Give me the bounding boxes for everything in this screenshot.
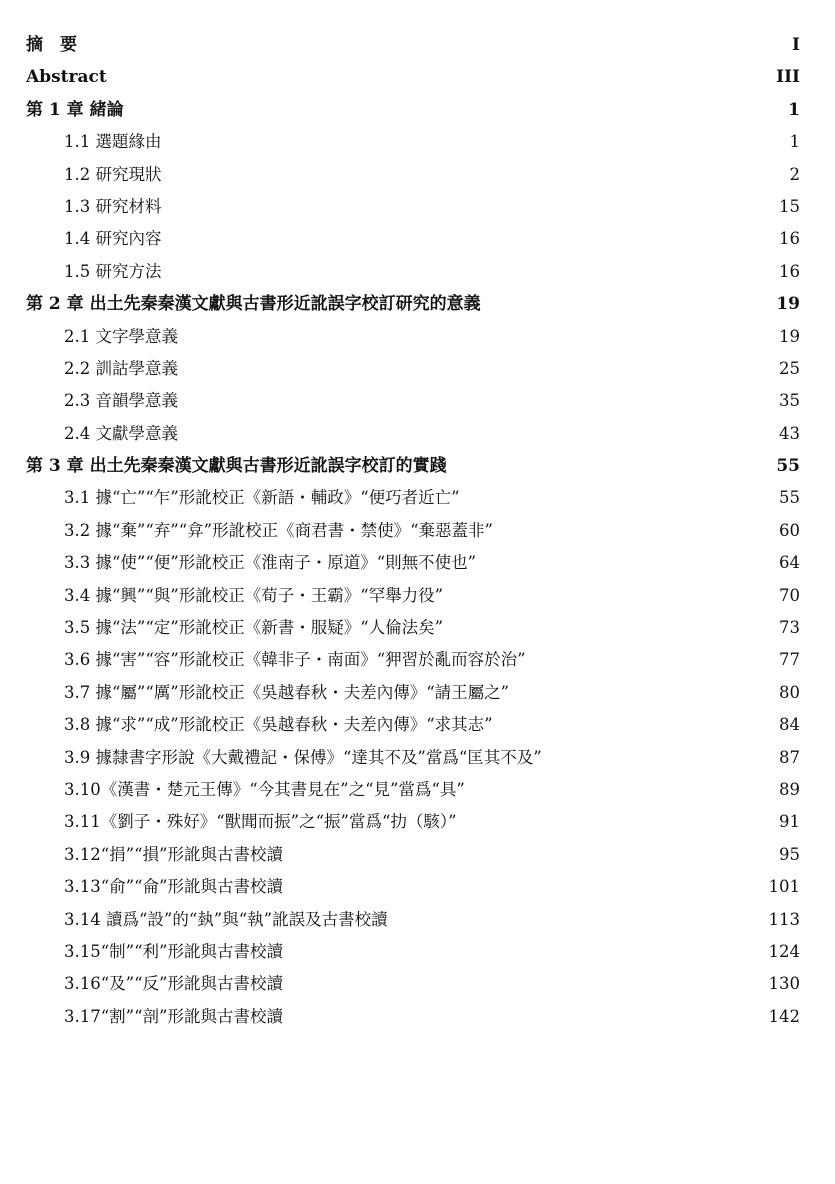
dot-leader <box>127 114 786 115</box>
toc-section-entry[interactable] <box>26 126 800 158</box>
toc-entry-title: 3.15“制”“利”形訛與古書校讀 <box>64 941 283 961</box>
toc-entry-page-number: III <box>776 67 800 88</box>
toc-entry-title: 第 3 章 出土先秦秦漢文獻與古書形近訛誤字校訂的實踐 <box>26 456 447 477</box>
toc-entry-title: 3.11《劉子・殊好》“獸聞而振”之“振”當爲“扐（駭）” <box>64 812 457 832</box>
toc-section-entry[interactable] <box>26 806 800 838</box>
dot-leader <box>165 243 777 244</box>
toc-section-entry[interactable] <box>26 742 800 774</box>
toc-entry-title: 2.1 文字學意義 <box>64 326 178 346</box>
toc-entry-page-number: 77 <box>779 650 800 670</box>
toc-entry-page-number: 87 <box>779 747 800 767</box>
toc-entry-page-number: 43 <box>779 423 800 443</box>
dot-leader <box>446 600 776 601</box>
toc-entry-title: 1.4 研究內容 <box>64 229 162 249</box>
toc-entry-page-number: I <box>792 35 800 55</box>
dot-leader <box>286 988 766 989</box>
toc-entry-page-number: 19 <box>776 294 800 315</box>
toc-entry-title: 3.14 讀爲“設”的“埶”與“執”訛誤及古書校讀 <box>64 909 388 929</box>
toc-section-entry[interactable] <box>26 1001 800 1033</box>
toc-entry-page-number: 2 <box>789 164 800 184</box>
dot-leader <box>468 794 776 795</box>
dot-leader <box>286 1021 766 1022</box>
dot-leader <box>165 276 777 277</box>
dot-leader <box>450 470 774 471</box>
toc-section-entry[interactable] <box>26 968 800 1000</box>
dot-leader <box>181 438 776 439</box>
toc-section-entry[interactable] <box>26 677 800 709</box>
toc-entry-title: Abstract <box>26 67 107 88</box>
toc-section-entry[interactable] <box>26 871 800 903</box>
dot-leader <box>446 632 776 633</box>
toc-entry-title: 1.5 研究方法 <box>64 261 162 281</box>
toc-entry-title: 3.10《漢書・楚元王傳》“今其書見在”之“見”當爲“具” <box>64 779 465 799</box>
toc-entry-title: 3.5 據“法”“定”形訛校正《新書・服疑》“人倫法矣” <box>64 618 444 638</box>
toc-chapter-entry[interactable] <box>26 288 800 320</box>
dot-leader <box>496 729 776 730</box>
toc-section-entry[interactable] <box>26 774 800 806</box>
toc-chapter-entry[interactable] <box>26 94 800 126</box>
toc-entry-title: 3.4 據“興”“與”形訛校正《荀子・王霸》“罕舉力役” <box>64 585 444 605</box>
toc-entry-page-number: 19 <box>779 326 800 346</box>
toc-entry-page-number: 16 <box>779 229 800 249</box>
dot-leader <box>181 341 776 342</box>
dot-leader <box>529 664 776 665</box>
toc-entry-page-number: 1 <box>788 99 800 120</box>
toc-section-entry[interactable] <box>26 515 800 547</box>
toc-section-entry[interactable] <box>26 580 800 612</box>
toc-entry-title: 1.1 選題緣由 <box>64 132 162 152</box>
dot-leader <box>165 146 787 147</box>
toc-entry-page-number: 55 <box>776 456 800 477</box>
toc-entry-page-number: 64 <box>779 553 800 573</box>
toc-entry-title: 3.6 據“害”“容”形訛校正《韓非子・南面》“狎習於亂而容於治” <box>64 650 526 670</box>
toc-section-entry[interactable] <box>26 936 800 968</box>
toc-entry-title: 3.3 據“使”“便”形訛校正《淮南子・原道》“則無不使也” <box>64 553 477 573</box>
toc-entry-title: 3.8 據“求”“成”形訛校正《吳越春秋・夫差內傳》“求其志” <box>64 715 493 735</box>
toc-section-entry[interactable] <box>26 418 800 450</box>
toc-section-entry[interactable] <box>26 904 800 936</box>
toc-section-entry[interactable] <box>26 839 800 871</box>
toc-section-entry[interactable] <box>26 223 800 255</box>
dot-leader <box>484 308 774 309</box>
toc-entry-page-number: 101 <box>768 877 800 897</box>
toc-section-entry[interactable] <box>26 612 800 644</box>
dot-leader <box>165 211 777 212</box>
toc-entry-page-number: 89 <box>779 779 800 799</box>
toc-section-entry[interactable] <box>26 159 800 191</box>
toc-entry-title: 3.12“捐”“損”形訛與古書校讀 <box>64 844 283 864</box>
toc-entry-page-number: 142 <box>768 1006 800 1026</box>
toc-entry-page-number: 80 <box>779 682 800 702</box>
dot-leader <box>391 924 766 925</box>
toc-entry-page-number: 55 <box>779 488 800 508</box>
toc-section-entry[interactable] <box>26 482 800 514</box>
toc-entry-title: 3.7 據“屬”“厲”形訛校正《吳越春秋・夫差內傳》“請王屬之” <box>64 682 510 702</box>
toc-entry-title: 第 2 章 出土先秦秦漢文獻與古書形近訛誤字校訂研究的意義 <box>26 294 481 315</box>
toc-entry-page-number: 60 <box>779 520 800 540</box>
dot-leader <box>80 49 789 50</box>
toc-section-entry[interactable] <box>26 256 800 288</box>
toc-section-entry[interactable] <box>26 385 800 417</box>
toc-entry-title: 2.2 訓詁學意義 <box>64 358 178 378</box>
toc-entry-page-number: 84 <box>779 715 800 735</box>
toc-entry-title: 2.4 文獻學意義 <box>64 423 178 443</box>
dot-leader <box>460 826 776 827</box>
toc-section-entry[interactable] <box>26 644 800 676</box>
dot-leader <box>165 179 787 180</box>
toc-entry-page-number: 91 <box>779 812 800 832</box>
toc-entry-title: 1.2 研究現狀 <box>64 164 162 184</box>
toc-section-entry[interactable] <box>26 547 800 579</box>
dot-leader <box>479 567 776 568</box>
toc-entry-title: 3.16“及”“反”形訛與古書校讀 <box>64 974 283 994</box>
toc-entry-title: 3.2 據“棄”“弃”“弇”形訛校正《商君書・禁使》“棄惡蓋非” <box>64 520 493 540</box>
toc-entry-title: 3.1 據“亡”“乍”形訛校正《新語・輔政》“便巧者近亡” <box>64 488 460 508</box>
toc-entry-page-number: 15 <box>779 196 800 216</box>
toc-entry-page-number: 113 <box>768 909 800 929</box>
toc-entry-page-number: 130 <box>768 974 800 994</box>
dot-leader <box>545 762 776 763</box>
toc-entry-title: 2.3 音韻學意義 <box>64 391 178 411</box>
dot-leader <box>110 81 773 82</box>
toc-section-entry[interactable] <box>26 191 800 223</box>
toc-chapter-entry[interactable] <box>26 29 800 61</box>
toc-entry-page-number: 1 <box>789 132 800 152</box>
toc-section-entry[interactable] <box>26 353 800 385</box>
dot-leader <box>496 535 776 536</box>
table-of-contents <box>26 29 800 1033</box>
toc-chapter-entry[interactable] <box>26 61 800 93</box>
toc-entry-title: 摘 要 <box>26 35 77 55</box>
toc-entry-page-number: 124 <box>768 941 800 961</box>
toc-entry-title: 3.17“割”“剖”形訛與古書校讀 <box>64 1006 283 1026</box>
toc-entry-page-number: 35 <box>779 391 800 411</box>
toc-entry-title: 3.13“俞”“侖”形訛與古書校讀 <box>64 877 283 897</box>
toc-entry-page-number: 16 <box>779 261 800 281</box>
toc-entry-page-number: 25 <box>779 358 800 378</box>
dot-leader <box>286 859 776 860</box>
dot-leader <box>181 373 776 374</box>
dot-leader <box>512 697 776 698</box>
dot-leader <box>181 405 776 406</box>
dot-leader <box>463 502 776 503</box>
toc-section-entry[interactable] <box>26 709 800 741</box>
toc-section-entry[interactable] <box>26 321 800 353</box>
toc-entry-title: 第 1 章 緒論 <box>26 99 124 120</box>
toc-entry-page-number: 70 <box>779 585 800 605</box>
dot-leader <box>286 891 766 892</box>
toc-chapter-entry[interactable] <box>26 450 800 482</box>
dot-leader <box>286 956 766 957</box>
toc-entry-page-number: 73 <box>779 618 800 638</box>
toc-entry-page-number: 95 <box>779 844 800 864</box>
toc-entry-title: 3.9 據隸書字形說《大戴禮記・保傅》“達其不及”當爲“匡其不及” <box>64 747 542 767</box>
toc-entry-title: 1.3 研究材料 <box>64 196 162 216</box>
